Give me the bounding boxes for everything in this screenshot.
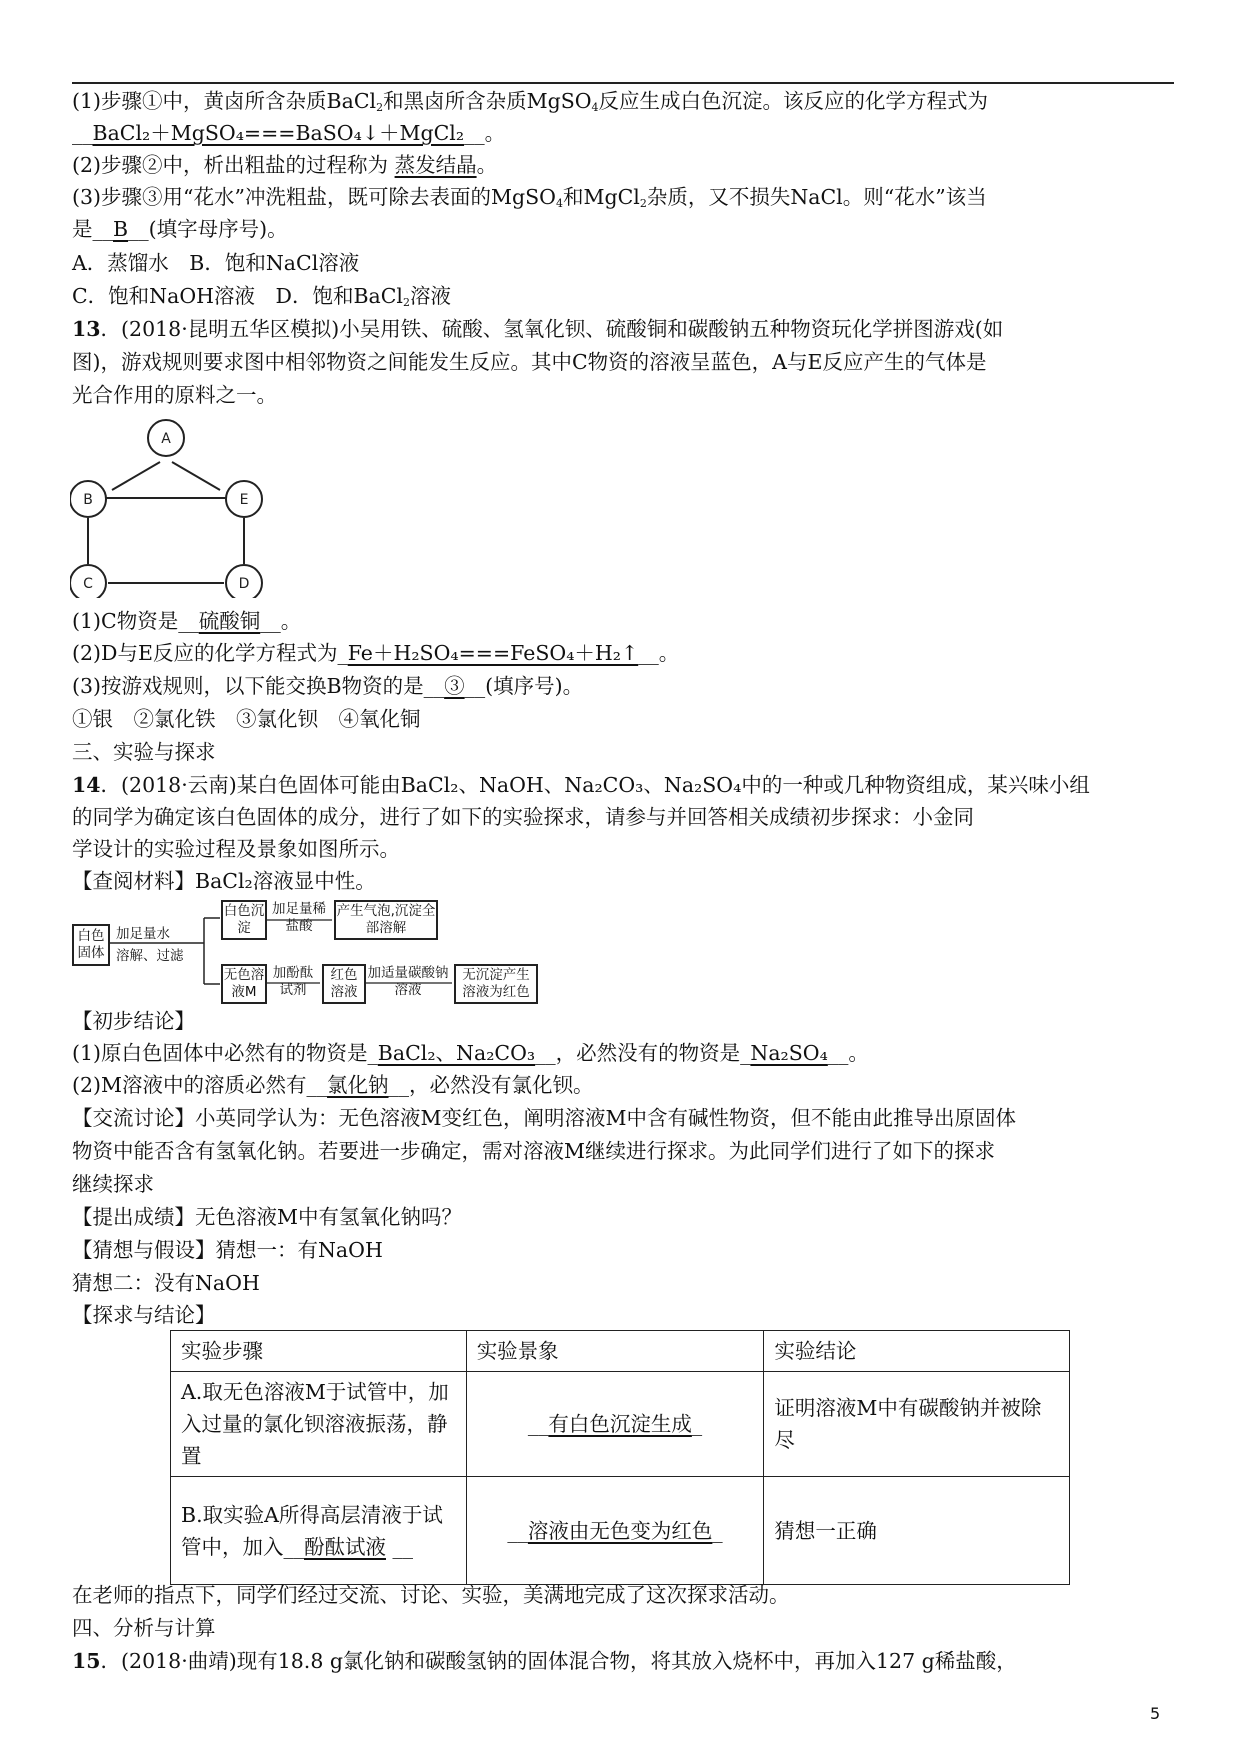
flow-step1-bottom: 溶解、过滤 [116, 948, 184, 964]
flow-step1-top: 加足量水 [116, 926, 170, 942]
q14-hypothesis2: 猜想二：没有NaOH [72, 1271, 260, 1295]
q13-answer3-line: (3)按游戏规则，以下能交换B物资的是__③__(填序号)。 [72, 674, 584, 698]
q13-answer1: 硫酸铜 [198, 609, 261, 633]
flow-arrows [72, 900, 542, 1000]
q13-options: ①银 ②氯化铁 ③氯化钡 ④氧化铜 [72, 707, 421, 731]
q12-answer3: B [113, 217, 129, 241]
node-a-label: A [161, 431, 171, 447]
q14-discussion-line1: 【交流讨论】小英同学认为：无色溶液M变红色，阐明溶液M中含有碱性物资，但不能由此推导出原固体 [72, 1106, 1016, 1130]
flow-solution-m: 无色溶液M [221, 964, 267, 1004]
section-3-heading: 三、实验与探求 [72, 740, 216, 764]
q12-step3-line: (3)步骤③用“花水”冲洗粗盐，既可除去表面的MgSO$_4$和MgCl$_2$杂质，又不损失NaCl。则“花水”该当 [72, 185, 987, 210]
flow-red-solution: 红色溶液 [322, 964, 366, 1004]
q14-reference: 【查阅材料】BaCl₂溶液显中性。 [72, 869, 376, 893]
flow-white-precipitate: 白色沉淀 [221, 900, 267, 940]
q13-line3: 光合作用的原料之一。 [72, 383, 277, 407]
q14-conclusion2-line: (2)M溶液中的溶质必然有__氯化钠__，必然没有氯化钡。 [72, 1073, 594, 1097]
q12-step3-answer-line: 是__B__(填字母序号)。 [72, 217, 288, 241]
table-header-cell: 实验景象 [466, 1331, 764, 1372]
edge-a-e [172, 462, 220, 490]
table-header-cell: 实验步骤 [171, 1331, 467, 1372]
node-d-label: D [238, 576, 250, 592]
page-number: 5 [1150, 1704, 1161, 1723]
q15-line1: 15．(2018·曲靖)现有18.8 g氯化钠和碳酸氢钠的固体混合物，将其放入烧杯中，再加入127 g稀盐酸， [72, 1649, 1017, 1673]
row-b-conclusion: 猜想一正确 [764, 1477, 1070, 1585]
q14-conclusion1-answer2: Na₂SO₄ [750, 1041, 828, 1065]
q13-puzzle-diagram [70, 418, 270, 598]
q12-answer1: BaCl₂＋MgSO₄===BaSO₄↓＋MgCl₂ [92, 121, 465, 145]
q13-line1: 13．(2018·昆明五华区模拟)小吴用铁、硫酸、氢氧化钡、硫酸铜和碳酸钠五种物资玩化学拼图游戏(如 [72, 317, 1004, 341]
q12-options-ab: A．蒸馏水 B．饱和NaCl溶液 [72, 251, 360, 275]
table-row [171, 1477, 1070, 1585]
flow-result2: 无沉淀产生溶液为红色 [454, 964, 538, 1004]
q14-line1: 14．(2018·云南)某白色固体可能由BaCl₂、NaOH、Na₂CO₃、Na₂SO₄中的一种或几种物资组成，某兴味小组 [72, 773, 1090, 797]
node-e-label: E [239, 492, 249, 508]
q14-line2: 的同学为确定该白色固体的成分，进行了如下的实验探求，请参与并回答相关成绩初步探求：小金同 [72, 805, 974, 829]
table-header-row [171, 1331, 1070, 1372]
row-b-step: B.取实验A所得高层清液于试管中，加入__酚酞试液 __ [171, 1477, 467, 1585]
q12-step2-line: (2)步骤②中，析出粗盐的过程称为 蒸发结晶。 [72, 153, 498, 177]
q12-step1-line: (1)步骤①中，黄卤所含杂质BaCl$_2$和黑卤所含杂质MgSO$_4$反应生成白色沉淀。该反应的化学方程式为 [72, 89, 989, 114]
q14-explore-heading: 【探求与结论】 [72, 1303, 216, 1327]
table-header-cell: 实验结论 [764, 1331, 1070, 1372]
node-b-label: B [83, 492, 93, 508]
row-b-step-answer: 酚酞试液 [304, 1534, 386, 1559]
header-rule [72, 82, 1174, 84]
q12-options-cd: C．饱和NaOH溶液 D．饱和BaCl$_2$溶液 [72, 284, 451, 309]
row-b-phenomenon-answer: 溶液由无色变为红色 [527, 1518, 713, 1543]
q14-discussion-line3: 继续探求 [72, 1172, 154, 1196]
q13-answer1-line: (1)C物资是__硫酸铜__。 [72, 609, 302, 633]
q14-hypothesis1: 【猜想与假设】猜想一：有NaOH [72, 1238, 383, 1262]
flow-result1: 产生气泡,沉淀全部溶解 [334, 900, 438, 940]
q14-conclusion1-line: (1)原白色固体中必然有的物资是_BaCl₂、Na₂CO₃__，必然没有的物资是_Na₂SO₄__。 [72, 1041, 869, 1065]
q14-prelim-heading: 【初步结论】 [72, 1009, 195, 1033]
row-b-phenomenon: __溶液由无色变为红色_ [466, 1477, 764, 1585]
q13-answer3: ③ [444, 674, 465, 698]
q12-answer1-line: __BaCl₂＋MgSO₄===BaSO₄↓＋MgCl₂__。 [72, 121, 506, 145]
q14-conclusion2-answer: 氯化钠 [327, 1073, 389, 1097]
q14-question: 【提出成绩】无色溶液M中有氢氧化钠吗？ [72, 1205, 462, 1229]
q13-line2: 图)，游戏规则要求图中相邻物资之间能发生反应。其中C物资的溶液呈蓝色，A与E反应产生的气体是 [72, 350, 987, 374]
flow-add-phenolphthalein: 加酚酞试剂 [272, 965, 314, 998]
q13-answer2: Fe＋H₂SO₄===FeSO₄＋H₂↑ [347, 641, 639, 665]
q14-conclusion1-answer: BaCl₂、Na₂CO₃ [377, 1041, 536, 1065]
q14-experiment-table [170, 1330, 1070, 1585]
node-c-label: C [83, 576, 93, 592]
edge-a-b [112, 462, 160, 490]
row-a-phenomenon-answer: 有白色沉淀生成 [548, 1412, 692, 1436]
row-a-phenomenon: __有白色沉淀生成_ [466, 1372, 764, 1477]
q14-closing: 在老师的指点下，同学们经过交流、讨论、实验，美满地完成了这次探求活动。 [72, 1583, 790, 1607]
flow-white-solid: 白色固体 [72, 924, 110, 966]
q13-answer2-line: (2)D与E反应的化学方程式为_Fe＋H₂SO₄===FeSO₄＋H₂↑__。 [72, 641, 680, 665]
table-row [171, 1372, 1070, 1477]
q12-answer2: 蒸发结晶 [394, 153, 477, 177]
row-a-step: A.取无色溶液M于试管中，加入过量的氯化钡溶液振荡，静置 [171, 1372, 467, 1477]
section-4-heading: 四、分析与计算 [72, 1616, 216, 1640]
flow-add-hcl: 加足量稀盐酸 [272, 901, 326, 934]
row-a-conclusion: 证明溶液M中有碳酸钠并被除尽 [764, 1372, 1070, 1477]
flow-add-na2co3: 加适量碳酸钠溶液 [367, 965, 449, 998]
q14-discussion-line2: 物资中能否含有氢氧化钠。若要进一步确定，需对溶液M继续进行探求。为此同学们进行了如下的探求 [72, 1139, 995, 1163]
q14-flowchart [72, 900, 572, 1000]
q14-line3: 学设计的实验过程及景象如图所示。 [72, 837, 400, 861]
